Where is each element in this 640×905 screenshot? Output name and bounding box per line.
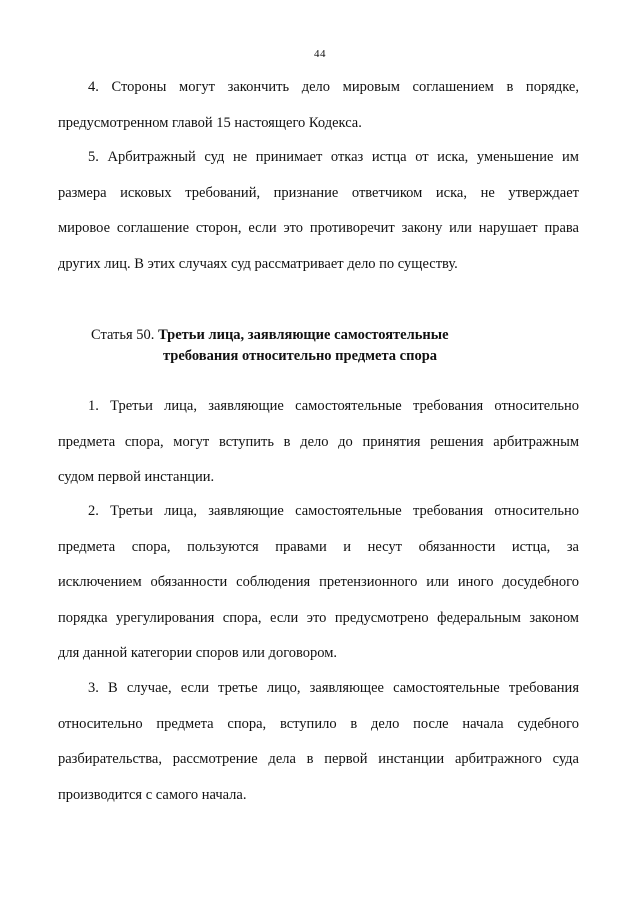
paragraph-line: порядка урегулирования спора, если это предусмотрено федеральным законом [58,609,579,626]
paragraph-line: 4. Стороны могут закончить дело мировым соглашением в порядке, [88,79,579,95]
article-title-line-2: требования относительно предмета спора [163,348,438,364]
article-title-line-1: Третьи лица, заявляющие самостоятельные [158,327,449,343]
paragraph-line: производится с самого начала. [58,786,247,803]
page-number: 44 [314,48,326,60]
paragraph-line: разбирательства, рассмотрение дела в первой инстанции арбитражного суда [58,751,579,767]
paragraph-5 [58,140,579,282]
article-paragraph-1 [58,389,579,496]
paragraph-line: для данной категории споров или договором. [58,645,338,661]
paragraph-line: предусмотренном главой 15 настоящего Кодекса. [58,114,362,131]
paragraph-line: судом первой инстанции. [58,469,215,485]
paragraph-line: относительно предмета спора, вступило в дело после начала судебного [58,715,579,732]
paragraph-line: 3. В случае, если третье лицо, заявляющее самостоятельные требования [88,680,579,696]
article-paragraph-3 [58,671,579,813]
paragraph-line: предмета спора, могут вступить в дело до принятия решения арбитражным [58,433,579,450]
paragraph-line: 1. Третьи лица, заявляющие самостоятельные требования относительно [88,398,579,414]
paragraph-line: 2. Третьи лица, заявляющие самостоятельные требования относительно [88,503,579,519]
paragraph-line: 5. Арбитражный суд не принимает отказ истца от иска, уменьшение им [88,149,579,165]
paragraph-line: других лиц. В этих случаях суд рассматривает дело по существу. [58,255,458,272]
article-paragraph-2 [58,494,579,672]
paragraph-line: предмета спора, пользуются правами и несут обязанности истца, за [58,538,579,555]
paragraph-line: мировое соглашение сторон, если это противоречит закону или нарушает права [58,220,579,236]
article-heading [91,325,449,367]
article-number: Статья 50. [91,327,155,343]
paragraph-4 [58,70,579,141]
paragraph-line: размера исковых требований, признание ответчиком иска, не утверждает [58,184,579,201]
paragraph-line: исключением обязанности соблюдения претензионного или иного досудебного [58,574,579,590]
